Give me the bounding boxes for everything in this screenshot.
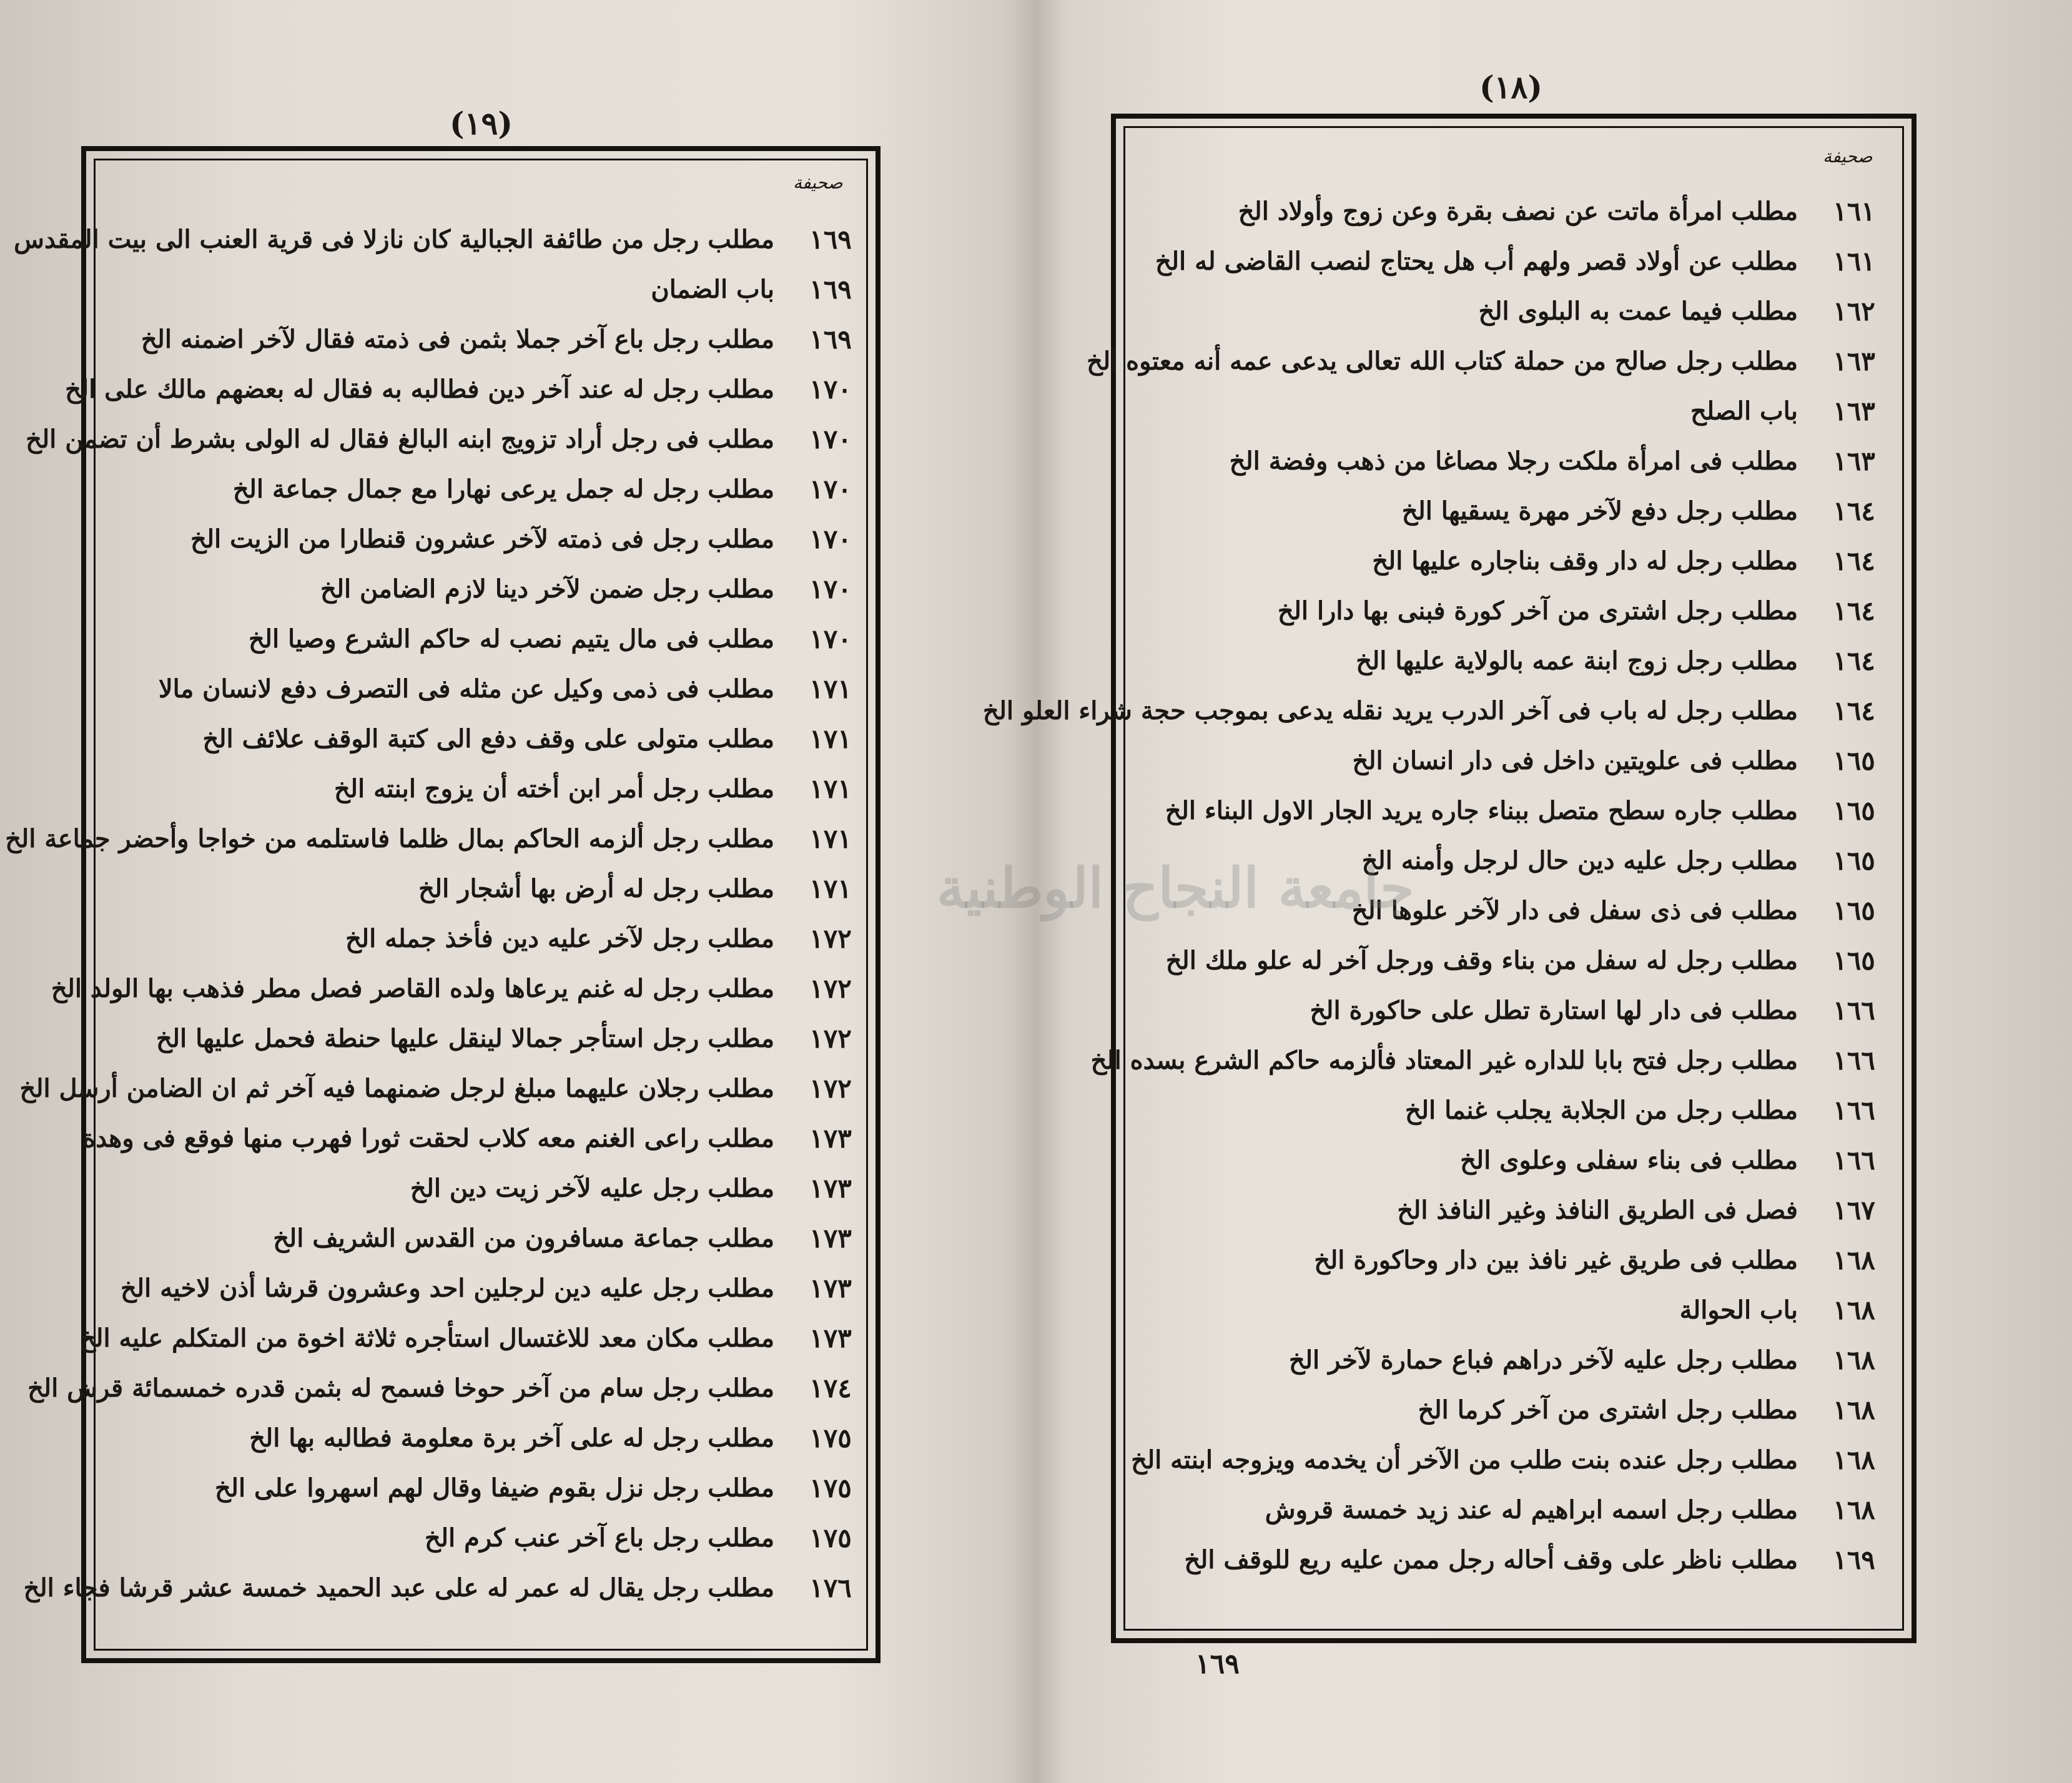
index-entry	[112, 715, 868, 764]
index-entry	[1142, 387, 1892, 436]
entry-page-number: ١٦٩	[809, 224, 852, 255]
entry-title: مطلب رجل لآخر عليه دين فأخذ جمله الخ	[345, 924, 774, 953]
entry-title: مطلب رجل من الجلابة يجلب غنما الخ	[1405, 1096, 1798, 1125]
index-entry	[1142, 986, 1892, 1035]
entry-page-number: ١٧٠	[809, 374, 852, 405]
entry-page-number: ١٧٠	[809, 624, 852, 654]
entry-title: مطلب فى دار لها استارة تطل على حاكورة الخ	[1310, 996, 1798, 1025]
entry-page-number: ١٦٥	[1833, 745, 1875, 776]
entry-title: مطلب رجل ضمن لآخر دينا لازم الضامن الخ	[320, 574, 774, 604]
entry-page-number: ١٦٦	[1833, 995, 1875, 1026]
index-entry	[112, 615, 868, 664]
index-entry	[1090, 1036, 1892, 1085]
entry-page-number: ١٦٣	[1833, 396, 1875, 426]
entry-title: مطلب رجل زوج ابنة عمه بالولاية عليها الخ	[1356, 646, 1798, 675]
entry-page-number: ١٧٥	[809, 1523, 852, 1553]
index-entry	[79, 1314, 868, 1363]
index-entry	[1142, 1486, 1892, 1535]
index-entry	[112, 865, 868, 913]
entry-title: مطلب رجل عليه لآخر دراهم فباع حمارة لآخر الخ	[1289, 1345, 1798, 1375]
entry-page-number: ١٦٨	[1833, 1495, 1875, 1525]
entry-page-number: ١٧٢	[809, 973, 852, 1004]
index-entry	[112, 665, 868, 714]
entry-title: مطلب فى رجل أراد تزويج ابنه البالغ فقال له الولى بشرط أن تضمن الخ	[26, 425, 774, 454]
index-entry	[1142, 1386, 1892, 1435]
index-entry	[1142, 187, 1892, 236]
index-entry	[19, 1064, 868, 1113]
index-entry	[112, 315, 868, 364]
entry-title: مطلب امرأة ماتت عن نصف بقرة وعن زوج وأولاد الخ	[1238, 197, 1798, 226]
entry-title: مطلب فيما عمت به البلوى الخ	[1478, 297, 1798, 326]
entry-title: مطلب ناظر على وقف أحاله رجل ممن عليه ريع للوقف الخ	[1184, 1545, 1798, 1574]
index-entry	[1142, 537, 1892, 586]
entry-title: مطلب رجل عليه دين لرجلين احد وعشرون قرشا أذن لاخيه الخ	[121, 1274, 774, 1303]
entry-page-number: ١٧٢	[809, 923, 852, 954]
entry-page-number: ١٦٦	[1833, 1045, 1875, 1076]
index-entry	[112, 915, 868, 963]
entry-page-number: ١٦٢	[1833, 296, 1875, 327]
entry-title: مطلب رجل له باب فى آخر الدرب يريد نقله يدعى بموجب حجة شراء العلو الخ	[982, 696, 1798, 725]
entry-page-number: ١٧١	[809, 774, 852, 804]
entry-page-number: ١٦٨	[1833, 1445, 1875, 1475]
entry-page-number: ١٧٣	[809, 1273, 852, 1304]
entry-page-number: ١٧٠	[809, 524, 852, 554]
entry-title: مطلب رجل اسمه ابراهيم له عند زيد خمسة قروش	[1265, 1495, 1798, 1525]
entry-title: مطلب رجل باع آخر عنب كرم الخ	[425, 1523, 774, 1553]
entry-title: مطلب فى مال يتيم نصب له حاكم الشرع وصيا الخ	[248, 624, 774, 654]
entry-title: مطلب رجل أمر ابن أخته أن يزوج ابنته الخ	[334, 774, 774, 803]
index-entry	[112, 1264, 868, 1313]
entry-page-number: ١٦٤	[1833, 496, 1875, 526]
entry-title: مطلب راعى الغنم معه كلاب لحقت ثورا فهرب منها فوقع فى وهدة	[82, 1124, 774, 1153]
entry-title: مطلب رجل نزل بقوم ضيفا وقال لهم اسهروا على الخ	[214, 1473, 774, 1503]
index-entry	[65, 365, 868, 414]
entry-title: مطلب رجل صالح من حملة كتاب الله تعالى يدعى عمه أنه معتوه الخ	[1087, 346, 1798, 376]
entry-page-number: ١٧٠	[809, 474, 852, 504]
entry-page-number: ١٧٢	[809, 1073, 852, 1104]
entry-title: مطلب فى طريق غير نافذ بين دار وحاكورة الخ	[1314, 1245, 1798, 1275]
index-entry	[112, 1164, 868, 1213]
entry-page-number: ١٧٠	[809, 424, 852, 454]
entry-title: مطلب رجل ألزمه الحاكم بمال ظلما فاستلمه من خواجا وأحضر جماعة الخ	[5, 824, 774, 853]
entry-page-number: ١٧٣	[809, 1223, 852, 1254]
entry-page-number: ١٦٨	[1833, 1245, 1875, 1275]
index-entry	[982, 687, 1892, 735]
entry-title: مطلب رجل سام من آخر حوخا فسمح له بثمن قدره خمسمائة قرش الخ	[27, 1373, 774, 1403]
index-entry	[1142, 737, 1892, 785]
column-header: صحيفة	[1823, 146, 1873, 167]
index-entry	[23, 1564, 868, 1613]
entry-page-number: ١٧١	[809, 674, 852, 704]
entry-title: مطلب رجل عليه لآخر زيت دين الخ	[410, 1174, 774, 1203]
entry-title: مطلب رجل يقال له عمر له على عبد الحميد خمسة عشر قرشا فجاء الخ	[23, 1573, 774, 1603]
index-entry	[1142, 637, 1892, 685]
entry-page-number: ١٧٣	[809, 1123, 852, 1154]
index-entry	[1142, 1086, 1892, 1135]
index-entry	[1142, 1536, 1892, 1584]
entry-title: مطلب رجل له أرض بها أشجار الخ	[418, 874, 774, 903]
index-entry	[112, 765, 868, 813]
index-entry	[112, 1014, 868, 1063]
index-entry	[112, 265, 868, 314]
footer-number: ١٦٩	[1195, 1648, 1240, 1680]
entry-page-number: ١٦٥	[1833, 795, 1875, 826]
index-list	[5, 215, 868, 1639]
entry-title: مطلب رجل فى ذمته لآخر عشرون قنطارا من الزيت الخ	[190, 524, 774, 554]
entry-title: مطلب رجل له جمل يرعى نهارا مع جمال جماعة الخ	[232, 474, 774, 504]
column-header: صحيفة	[793, 172, 843, 193]
entry-title: مطلب رجل اشترى من آخر كرما الخ	[1418, 1395, 1798, 1425]
entry-page-number: ١٦٩	[1833, 1545, 1875, 1575]
entry-title: مطلب عن أولاد قصر ولهم أب هل يحتاج لنصب القاضى له الخ	[1155, 247, 1798, 276]
entry-page-number: ١٦٨	[1833, 1295, 1875, 1325]
page-number: (١٩)	[450, 105, 513, 142]
entry-title: مطلب رجل له دار وقف بناجاره عليها الخ	[1372, 546, 1798, 576]
entry-title: مطلب فى ذى سفل فى دار لآخر علوها الخ	[1351, 896, 1798, 925]
entry-page-number: ١٧٣	[809, 1173, 852, 1204]
entry-page-number: ١٧٥	[809, 1423, 852, 1453]
entry-title: مطلب رجل له عند آخر دين فطالبه به فقال له بعضهم مالك على الخ	[65, 375, 774, 404]
entry-title: مطلب رجل دفع لآخر مهرة يسقيها الخ	[1401, 496, 1798, 526]
entry-page-number: ١٦٦	[1833, 1145, 1875, 1176]
index-entry	[1142, 287, 1892, 336]
index-entry	[1142, 237, 1892, 286]
entry-page-number: ١٦٥	[1833, 895, 1875, 926]
page-number: (١٨)	[1479, 69, 1543, 106]
entry-page-number: ١٧٦	[809, 1573, 852, 1603]
entry-title: مطلب فى امرأة ملكت رجلا مصاغا من ذهب وفضة الخ	[1229, 446, 1798, 476]
entry-page-number: ١٧١	[809, 873, 852, 904]
watermark: جامعة النجاح الوطنية	[937, 855, 1414, 920]
entry-page-number: ١٧١	[809, 823, 852, 854]
entry-title: مطلب رجل له على آخر برة معلومة فطالبه بها الخ	[249, 1423, 774, 1453]
entry-page-number: ١٦٤	[1833, 646, 1875, 676]
entry-title: مطلب رجل من طائفة الجبالية كان نازلا فى قرية العنب الى بيت المقدس	[14, 225, 774, 254]
entry-page-number: ١٦٩	[809, 324, 852, 355]
index-entry	[1142, 787, 1892, 835]
entry-title: باب الصلح	[1690, 396, 1798, 426]
entry-title: باب الضمان	[651, 275, 774, 304]
index-entry	[1142, 487, 1892, 536]
entry-title: مطلب مكان معد للاغتسال استأجره ثلاثة اخوة من المتكلم عليه الخ	[79, 1324, 774, 1353]
entry-title: مطلب جماعة مسافرون من القدس الشريف الخ	[273, 1224, 774, 1253]
entry-title: مطلب جاره سطح متصل ببناء جاره يريد الجار الاول البناء الخ	[1165, 796, 1798, 825]
entry-title: فصل فى الطريق النافذ وغير النافذ الخ	[1397, 1196, 1798, 1225]
entry-page-number: ١٦٥	[1833, 845, 1875, 876]
index-entry	[112, 1464, 868, 1513]
entry-title: مطلب رجل عنده بنت طلب من الآخر أن يخدمه ويزوجه ابنته الخ	[1131, 1445, 1798, 1475]
index-entry	[26, 415, 868, 464]
index-entry	[112, 515, 868, 564]
entry-title: باب الحوالة	[1679, 1295, 1798, 1325]
entry-title: مطلب رجل له سفل من بناء وقف ورجل آخر له علو ملك الخ	[1165, 946, 1798, 975]
entry-page-number: ١٦١	[1833, 246, 1875, 277]
index-entry	[5, 815, 868, 863]
index-entry	[1087, 337, 1892, 386]
entry-page-number: ١٧٢	[809, 1023, 852, 1054]
index-entry	[1142, 1136, 1892, 1185]
index-entry	[27, 1364, 868, 1413]
entry-page-number: ١٦٩	[809, 274, 852, 305]
entry-title: مطلب رجل له غنم يرعاها ولده القاصر فصل مطر فذهب بها الولد الخ	[51, 974, 774, 1003]
entry-page-number: ١٧٣	[809, 1323, 852, 1353]
index-entry	[14, 215, 868, 264]
entry-page-number: ١٦٦	[1833, 1095, 1875, 1126]
entry-page-number: ١٦٣	[1833, 346, 1875, 376]
index-entry	[82, 1114, 868, 1163]
entry-page-number: ١٧٠	[809, 574, 852, 604]
entry-title: مطلب رجلان عليهما مبلغ لرجل ضمنهما فيه آخر ثم ان الضامن أرسل الخ	[19, 1074, 774, 1103]
index-entry	[1142, 587, 1892, 636]
entry-page-number: ١٦٤	[1833, 596, 1875, 626]
entry-title: مطلب رجل عليه دين حال لرجل وأمنه الخ	[1361, 846, 1798, 875]
entry-page-number: ١٦٨	[1833, 1395, 1875, 1425]
entry-title: مطلب رجل فتح بابا للداره غير المعتاد فألزمه حاكم الشرع بسده الخ	[1090, 1046, 1798, 1075]
index-entry	[1142, 1336, 1892, 1385]
index-entry	[51, 965, 868, 1013]
index-entry	[1142, 437, 1892, 486]
index-entry	[112, 1214, 868, 1263]
index-entry	[1142, 1286, 1892, 1335]
entry-page-number: ١٦٣	[1833, 446, 1875, 476]
entry-page-number: ١٧١	[809, 724, 852, 754]
index-entry	[112, 1414, 868, 1463]
entry-title: مطلب رجل استأجر جمالا لينقل عليها حنطة فحمل عليها الخ	[156, 1024, 774, 1053]
index-entry	[112, 565, 868, 614]
index-entry	[1142, 1236, 1892, 1285]
index-entry	[1142, 1186, 1892, 1235]
index-entry	[112, 465, 868, 514]
entry-title: مطلب رجل اشترى من آخر كورة فبنى بها دارا الخ	[1277, 596, 1798, 626]
entry-page-number: ١٧٥	[809, 1473, 852, 1503]
entry-page-number: ١٦٤	[1833, 695, 1875, 726]
entry-title: مطلب فى بناء سفلى وعلوى الخ	[1460, 1146, 1798, 1175]
entry-title: مطلب رجل باع آخر جملا بثمن فى ذمته فقال لآخر اضمنه الخ	[141, 325, 774, 354]
entry-page-number: ١٦٤	[1833, 546, 1875, 576]
index-entry	[1142, 936, 1892, 985]
entry-page-number: ١٦٨	[1833, 1345, 1875, 1375]
entry-page-number: ١٦٧	[1833, 1195, 1875, 1226]
entry-title: مطلب متولى على وقف دفع الى كتبة الوقف علائف الخ	[202, 724, 774, 754]
entry-page-number: ١٧٤	[809, 1373, 852, 1403]
entry-page-number: ١٦٥	[1833, 945, 1875, 976]
entry-title: مطلب فى علويتين داخل فى دار انسان الخ	[1352, 746, 1798, 775]
entry-title: مطلب فى ذمى وكيل عن مثله فى التصرف دفع لانسان مالا	[158, 674, 774, 704]
index-entry	[112, 1514, 868, 1563]
index-entry	[1131, 1436, 1892, 1485]
entry-page-number: ١٦١	[1833, 196, 1875, 227]
